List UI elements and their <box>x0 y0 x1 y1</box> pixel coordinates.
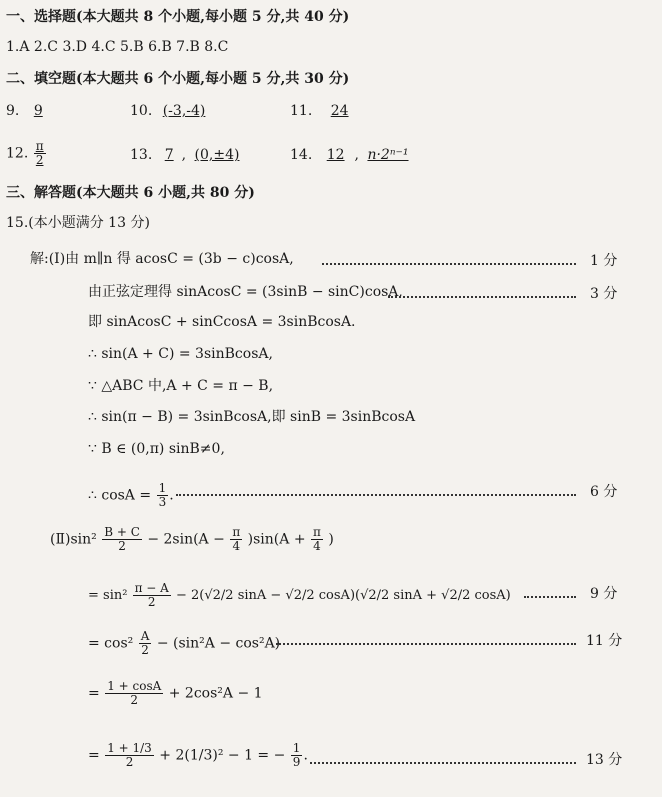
frac-den: 2 <box>147 595 156 609</box>
q14-label: 14. <box>290 147 313 163</box>
leader-dots <box>276 643 576 645</box>
part2-expression <box>50 526 334 553</box>
step2-frac <box>139 630 152 657</box>
step4-frac <box>105 742 154 769</box>
step-4: = $\frac{1 + 1/3}{2}$ + 2(1/3)² − 1 = − $\frac{1}{9}$ . <box>88 741 308 769</box>
step1-text: − 2(√2/2 sinA − √2/2 cosA)(√2/2 sinA + √2/2 cosA) <box>175 588 511 603</box>
frac-den: 4 <box>232 539 241 553</box>
frac-den: 2 <box>125 755 134 769</box>
q11-answer: 24 <box>330 103 349 119</box>
frac-num: π − A <box>134 581 169 595</box>
frac-num: 1 <box>292 741 301 755</box>
step-1 <box>88 582 511 609</box>
cosA-label: ∴ cosA = <box>88 487 156 504</box>
step2-prefix: = cos² <box>88 635 134 652</box>
step3-text: + 2cos²A − 1 <box>168 685 263 702</box>
frac-den: 2 <box>118 539 126 553</box>
frac-num: 1 + 1/3 <box>107 741 152 755</box>
cosA-den: 3 <box>158 495 167 509</box>
part2-frac-1 <box>102 526 142 553</box>
solution-line-3: 即 sinAcosC + sinCcosA = 3sinBcosA. <box>88 314 356 330</box>
step3-frac <box>105 680 163 707</box>
q14: 14. 12 , n·2ⁿ⁻¹ <box>290 146 413 164</box>
score-4: 9 分 <box>590 586 618 602</box>
step1-frac <box>133 582 171 609</box>
leader-dots <box>322 263 576 265</box>
q10-answer: (-3,-4) <box>162 103 206 119</box>
q13-answer-b: (0,±4) <box>194 147 240 163</box>
q13: 13. 7 , (0,±4) <box>130 146 243 164</box>
score-1: 1 分 <box>590 253 618 269</box>
frac-num: 1 + cosA <box>107 679 162 693</box>
section1-heading: 一、选择题(本大题共 8 个小题,每小题 5 分,共 40 分) <box>6 9 350 25</box>
solution-line-7: ∵ B ∈ (0,π) sinB≠0, <box>88 441 225 457</box>
section1-answers: 1.A 2.C 3.D 4.C 5.B 6.B 7.B 8.C <box>6 39 229 55</box>
solution-line-8: ∴ cosA = $\frac{1}{3}$ . <box>88 481 174 509</box>
cosA-fraction <box>157 482 169 509</box>
part2-frac-3 <box>311 526 323 553</box>
part2-mid: − 2sin(A − <box>147 531 230 548</box>
step4-prefix: = <box>88 747 105 764</box>
part2-end: ) <box>328 531 334 548</box>
score-6: 13 分 <box>586 752 623 768</box>
step-2 <box>88 630 280 657</box>
part2-frac-2 <box>230 526 242 553</box>
frac-den: 2 <box>141 643 149 657</box>
frac-num: π <box>232 525 241 539</box>
q10 <box>130 102 211 120</box>
frac-den: 4 <box>313 539 321 553</box>
step2-text: − (sin²A − cos²A) <box>156 635 281 652</box>
frac-num: π <box>313 525 321 539</box>
q13-label: 13. <box>130 147 153 163</box>
leader-dots <box>310 762 576 764</box>
q12 <box>6 140 47 167</box>
q9-label: 9. <box>6 103 20 119</box>
cosA-num: 1 <box>158 481 167 495</box>
part2-mid2: )sin(A + <box>247 531 310 548</box>
leader-dots <box>524 596 576 598</box>
q14-answer-b: n·2ⁿ⁻¹ <box>367 147 409 163</box>
section3-heading: 三、解答题(本大题共 6 小题,共 80 分) <box>6 185 255 201</box>
frac-num: B + C <box>104 525 140 539</box>
q12-answer <box>34 140 46 167</box>
q13-answer-a: 7 <box>164 147 174 163</box>
step4-result-frac <box>291 742 303 769</box>
q9-answer: 9 <box>33 103 43 119</box>
q10-label: 10. <box>130 103 153 119</box>
frac-den: 9 <box>292 755 301 769</box>
leader-dots <box>176 494 576 496</box>
q12-num: π <box>35 139 44 153</box>
step-3: = $\frac{1 + \cos A}{2}$ + 2cos²A − 1 <box>88 679 263 707</box>
solution-line-4: ∴ sin(A + C) = 3sinBcosA, <box>88 346 273 362</box>
solution-line-2: 由正弦定理得 sinAcosC = (3sinB − sinC)cosA, <box>88 284 403 300</box>
frac-den: 2 <box>130 693 139 707</box>
section2-heading: 二、填空题(本大题共 6 个小题,每小题 5 分,共 30 分) <box>6 71 350 87</box>
frac-num: A <box>140 629 150 643</box>
solution-line-6: ∴ sin(π − B) = 3sinBcosA,即 sinB = 3sinBcosA <box>88 409 416 425</box>
q11 <box>290 102 363 120</box>
solution-line-1: 解:(Ⅰ)由 m∥n 得 acosC = (3b − c)cosA, <box>30 251 294 267</box>
leader-dots <box>388 296 576 298</box>
q9 <box>6 102 53 120</box>
q12-den: 2 <box>35 153 44 167</box>
step1-prefix: = sin² <box>88 588 128 603</box>
score-5: 11 分 <box>586 633 623 649</box>
q15-title: 15.(本小题满分 13 分) <box>6 215 150 231</box>
solution-line-5: ∵ △ABC 中,A + C = π − B, <box>88 378 274 394</box>
step4-text: + 2(1/3)² − 1 = − <box>159 747 286 764</box>
part2-prefix: (Ⅱ)sin² <box>50 531 97 548</box>
score-3: 6 分 <box>590 484 618 500</box>
q14-answer-a: 12 <box>326 147 345 163</box>
q11-label: 11. <box>290 103 313 119</box>
score-2: 3 分 <box>590 286 618 302</box>
q12-label: 12. <box>6 145 29 162</box>
